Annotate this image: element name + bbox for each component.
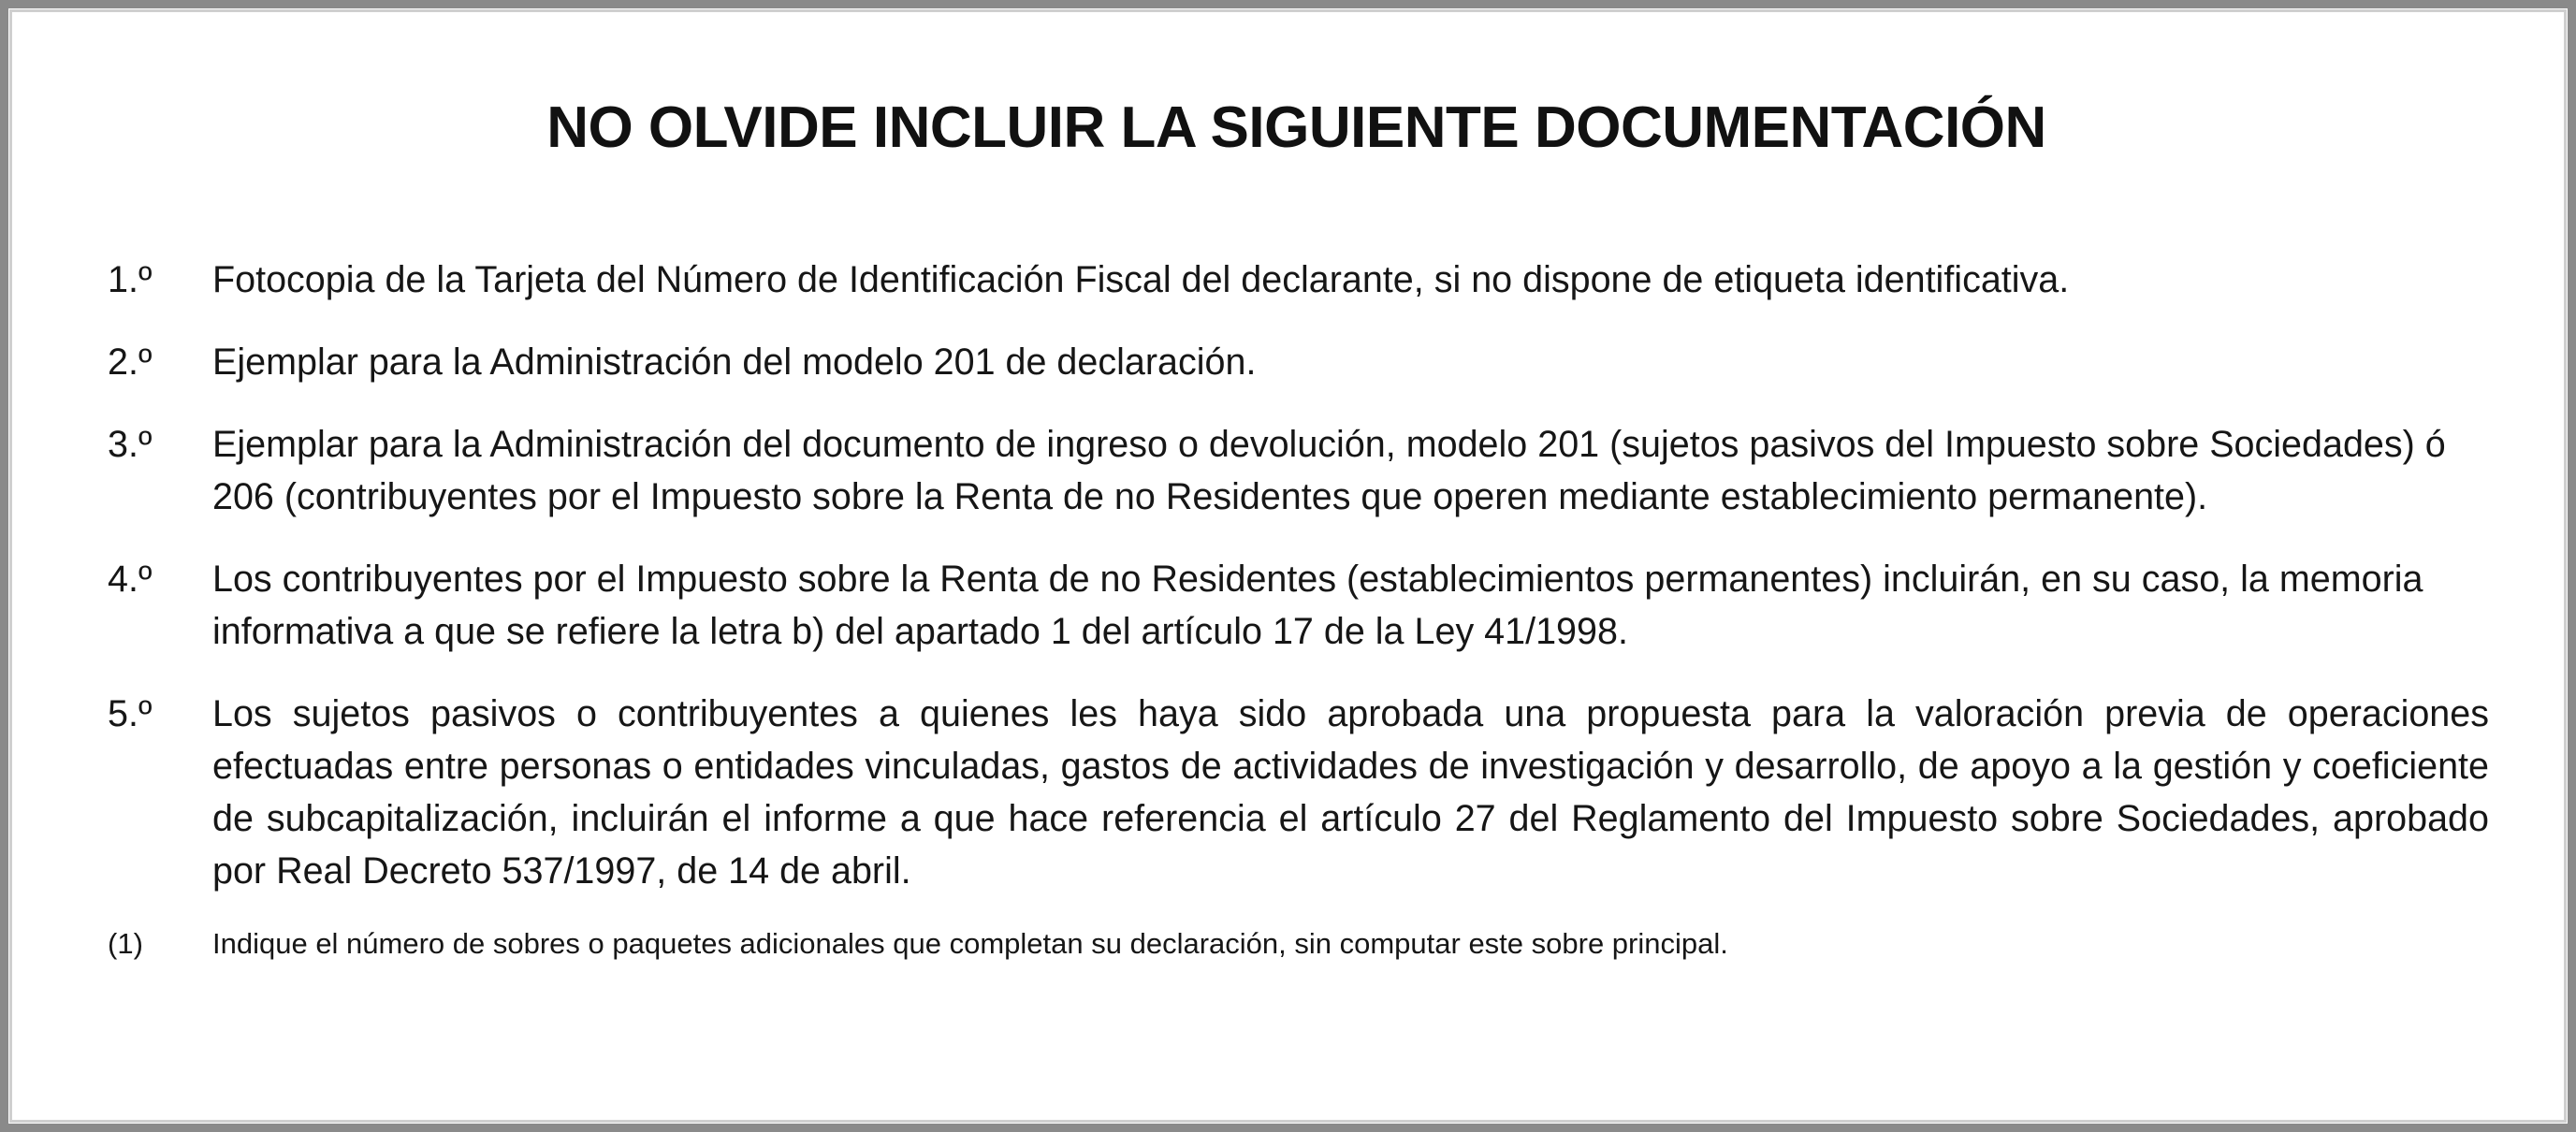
- list-item-number: 4.º: [108, 559, 153, 600]
- list-item-number: 2.º: [108, 341, 153, 383]
- list-item-2: [108, 336, 2489, 388]
- list-item-1: [108, 254, 2489, 306]
- footnote: [108, 922, 2489, 966]
- list-item-text: Los contribuyentes por el Impuesto sobre la Renta de no Residentes (establecimientos permanentes) incluirán, en su caso, la memoria informativa a que se refiere la letra b) del apartado 1 del artículo 17 de la Ley 41/1998.: [212, 559, 2423, 652]
- footnote-text: Indique el número de sobres o paquetes adicionales que completan su declaración, sin computar este sobre principal.: [212, 927, 1728, 960]
- list-item-4: [108, 553, 2489, 658]
- list-item-text: Fotocopia de la Tarjeta del Número de Identificación Fiscal del declarante, si no dispone de etiqueta identificativa.: [212, 259, 2070, 300]
- list-item-text: Ejemplar para la Administración del modelo 201 de declaración.: [212, 341, 1257, 383]
- list-item-number: 1.º: [108, 259, 153, 300]
- list-item-number: 5.º: [108, 693, 153, 734]
- footnote-number: (1): [108, 927, 143, 960]
- list-item-text: Ejemplar para la Administración del documento de ingreso o devolución, modelo 201 (sujetos pasivos del Impuesto sobre Sociedades) ó 206 (contribuyentes por el Impuesto sobre la Renta de no Residentes que operen mediante establecimiento permanente).: [212, 424, 2446, 517]
- list-item-5: [108, 688, 2489, 897]
- documentation-list: [108, 254, 2489, 966]
- page-title: NO OLVIDE INCLUIR LA SIGUIENTE DOCUMENTACIÓN: [546, 95, 2046, 160]
- list-item-3: [108, 418, 2489, 523]
- list-item-number: 3.º: [108, 424, 153, 465]
- list-item-text: Los sujetos pasivos o contribuyentes a quienes les haya sido aprobada una propuesta para la valoración previa de operaciones efectuadas entre personas o entidades vinculadas, gastos de actividades de investigación y desarrollo, de apoyo a la gestión y coeficiente de subcapitalización, incluirán el informe a que hace referencia el artículo 27 del Reglamento del Impuesto sobre Sociedades, aprobado por Real Decreto 537/1997, de 14 de abril.: [212, 693, 2489, 892]
